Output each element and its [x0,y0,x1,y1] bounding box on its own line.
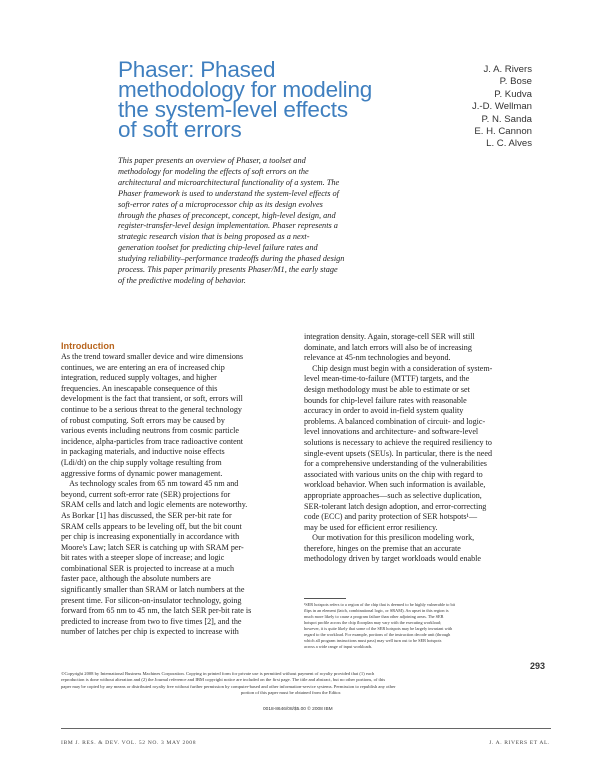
footnote-line: which all program instructions must pass) may well turn out to be SER hotspots [304,638,442,643]
text-line: Our motivation for this presilicon modeling work, [304,533,475,543]
text-line: methodology driven by target workloads would enable [304,554,481,564]
text-line: continues, we are entering an era of increased chip [61,362,225,372]
author-list [472,64,532,151]
text-line: appropriate approaches—such as selective duplication, [304,490,482,500]
text-line: bit rates with a steeper slope of increase; and logic [61,553,225,563]
footnote-line: regard to the workload. For example, portions of the instruction decode unit (through [304,632,451,637]
text-line: aggressive forms of dynamic power management. [61,468,223,478]
text-line: per chip is increasing exponentially in accordance with [61,532,240,542]
abstract [118,156,423,287]
abstract-line: methodology for modeling the effects of soft errors on the [118,166,309,176]
footnote-divider [304,598,346,599]
text-line: for a comprehensive understanding of the vulnerabilities [304,459,487,469]
page-number: 293 [530,661,546,671]
text-line: SRAM cells appears to be leveling off, but the bit count [61,521,242,531]
text-line: As the trend toward smaller device and wire dimensions [61,352,244,361]
text-line: present time. For silicon-on-insulator technology, going [61,595,242,605]
text-line: single-event upsets (SEUs). In particular, there is the need [304,448,493,458]
text-line: number of latches per chip is expected to increase with [61,627,239,637]
footnote-line: across a wide range of input workloads. [304,644,373,649]
author-name: E. H. Cannon [474,126,532,138]
copyright-notice [61,671,521,696]
author-name: J. A. Rivers [483,64,532,75]
text-line: combinational SER is projected to increase at a much [61,563,235,573]
text-line: development is the fact that transient, or soft, errors will [61,394,243,404]
text-line: beyond, current soft-error rate (SER) projections for [61,489,231,499]
text-line: problems. A balanced combination of circuit- and logic- [304,416,486,426]
text-line: relevance at 45-nm technologies and beyond. [304,353,451,363]
text-line: As Borkar [1] has discussed, the SER per-bit rate for [61,510,232,520]
body-column-left [61,340,283,638]
abstract-line: of the predictive modeling of behavior. [118,275,246,285]
text-line: bounds for chip-level failure rates with reasonable [304,395,467,405]
title-line: of soft errors [118,117,242,142]
copyright-line: portion of this paper must be obtained from the Editor. [240,689,342,695]
footnote-line: flips in an element (latch, combinational logic, or SRAM). An upset in this region is [304,608,449,613]
text-line: solutions is necessary to achieve the required resiliency to [304,437,492,447]
text-line: workload behavior. When such information is available, [304,480,486,490]
footnote-line: much more likely to cause a program failure than other adjoining areas. The SER [304,614,444,619]
title-line: the system-level effects [118,97,348,122]
footnote [304,602,526,650]
section-heading-introduction: Introduction [61,341,115,351]
author-name: J.-D. Wellman [471,101,532,113]
text-line: significantly smaller than SRAM or latch numbers at the [61,585,245,595]
copyright-line: reproduction is done without alteration and (2) the Journal reference and IBM copyright notice are included on the first page. The title and abstract, but no other portions, of this [61,677,386,683]
author-name: P. N. Sanda [481,113,532,125]
copyright-line: ©Copyright 2008 by International Business Machines Corporation. Copying in printed form for private use is permitted without payment of royalty provided that (1) each [61,671,375,676]
text-line: SER-tolerant latch design adoption, and error-correcting [304,501,487,511]
journal-info: IBM J. RES. & DEV. VOL. 52 NO. 3 MAY 2008 [61,740,197,746]
text-line: various events including neutrons from cosmic particle [61,426,240,436]
text-line: (Ldi/dt) on the chip supply voltage resulting from [61,457,222,467]
abstract-line: through the phases of preconcept, concept, high-level design, and [118,210,336,220]
title-line: methodology for modeling [118,77,373,102]
footnote-line: hotspot profile across the chip floorplan may vary with the executing workload; [304,620,442,625]
issn-line: 0018-8646/08/$5.00 © 2008 IBM [263,707,333,712]
copyright-line: paper may be copied by any means or distributed royalty free without further permission by computer-based and other information-service systems. Permission to republish any other [61,683,396,689]
running-head: J. A. RIVERS ET AL. [489,740,550,746]
author-name: L. C. Alves [486,138,532,150]
text-line: predicted to increase from two to five times [2], and the [61,616,242,626]
text-line: level mean-time-to-failure (MTTF) targets, and the [304,374,470,384]
body-column-right [304,332,526,565]
text-line: integration, reduced supply voltages, and higher [61,373,217,383]
text-line: accuracy in order to avoid in-field system quality [304,406,464,416]
text-line: associated with various units on the chip with regard to [304,469,483,479]
text-line: As technology scales from 65 nm toward 45 nm and [61,479,239,489]
abstract-line: studying reliability–performance tradeoffs during the phased design [118,254,345,264]
text-line: faster pace, although the absolute numbers are [61,574,211,584]
text-line: Chip design must begin with a consideration of system- [304,363,493,373]
text-line: level innovations and architecture- and software-level [304,427,479,437]
abstract-line: strategic research vision that is being proposed as a next- [118,232,310,242]
text-line: of robust computing. Soft errors may be caused by [61,415,225,425]
author-name: P. Bose [499,76,532,88]
abstract-line: architectural and microarchitectural functionality of a system. The [118,177,340,187]
text-line: integration density. Again, storage-cell SER will still [304,332,475,341]
footer-divider [61,728,551,729]
text-line: dominate, and latch errors will also be of increasing [304,342,472,352]
text-line: may be used for efficient error resiliency. [304,522,438,532]
abstract-line: This paper presents an overview of Phaser, a toolset and [118,156,306,165]
footnote-line: ¹SER hotspots refers to a region of the chip that is deemed to be highly vulnerable to bit [304,602,456,607]
abstract-line: process. This paper primarily presents Phaser/M1, the early stage [118,265,338,275]
abstract-line: soft-error rates of a microprocessor chip as its design evolves [118,199,323,209]
paper-title [118,57,448,142]
abstract-line: Phaser framework is used to understand the system-level effects of [118,188,339,198]
text-line: forward from 65 nm to 45 nm, the latch SER per-bit rate is [61,606,252,616]
text-line: design methodology must be able to estimate or set [304,384,470,394]
text-line: continue to be a serious threat to the general technology [61,404,242,414]
abstract-line: generation toolset for predicting chip-level failure rates and [118,243,318,253]
abstract-line: register-transfer-level design implementation. Phaser represents a [118,221,338,231]
text-line: therefore, hinges on the premise that an accurate [304,543,461,553]
text-line: Moore's Law; latch SER is catching up with SRAM per- [61,542,244,552]
text-line: frequencies. An inescapable consequence of this [61,383,218,393]
title-line: Phaser: Phased [118,57,276,82]
text-line: code (ECC) and parity protection of SER hotspots¹— [304,512,478,522]
text-line: incidence, alpha-particles from trace radioactive content [61,436,244,446]
text-line: SRAM cells and latch and logic elements are noteworthy. [61,500,248,510]
author-name: P. Kudva [494,88,532,100]
footnote-line: however, it is quite likely that some of the SER hotspots may be largely invariant with [304,626,453,631]
text-line: in packaging materials, and inductive noise effects [61,447,225,457]
